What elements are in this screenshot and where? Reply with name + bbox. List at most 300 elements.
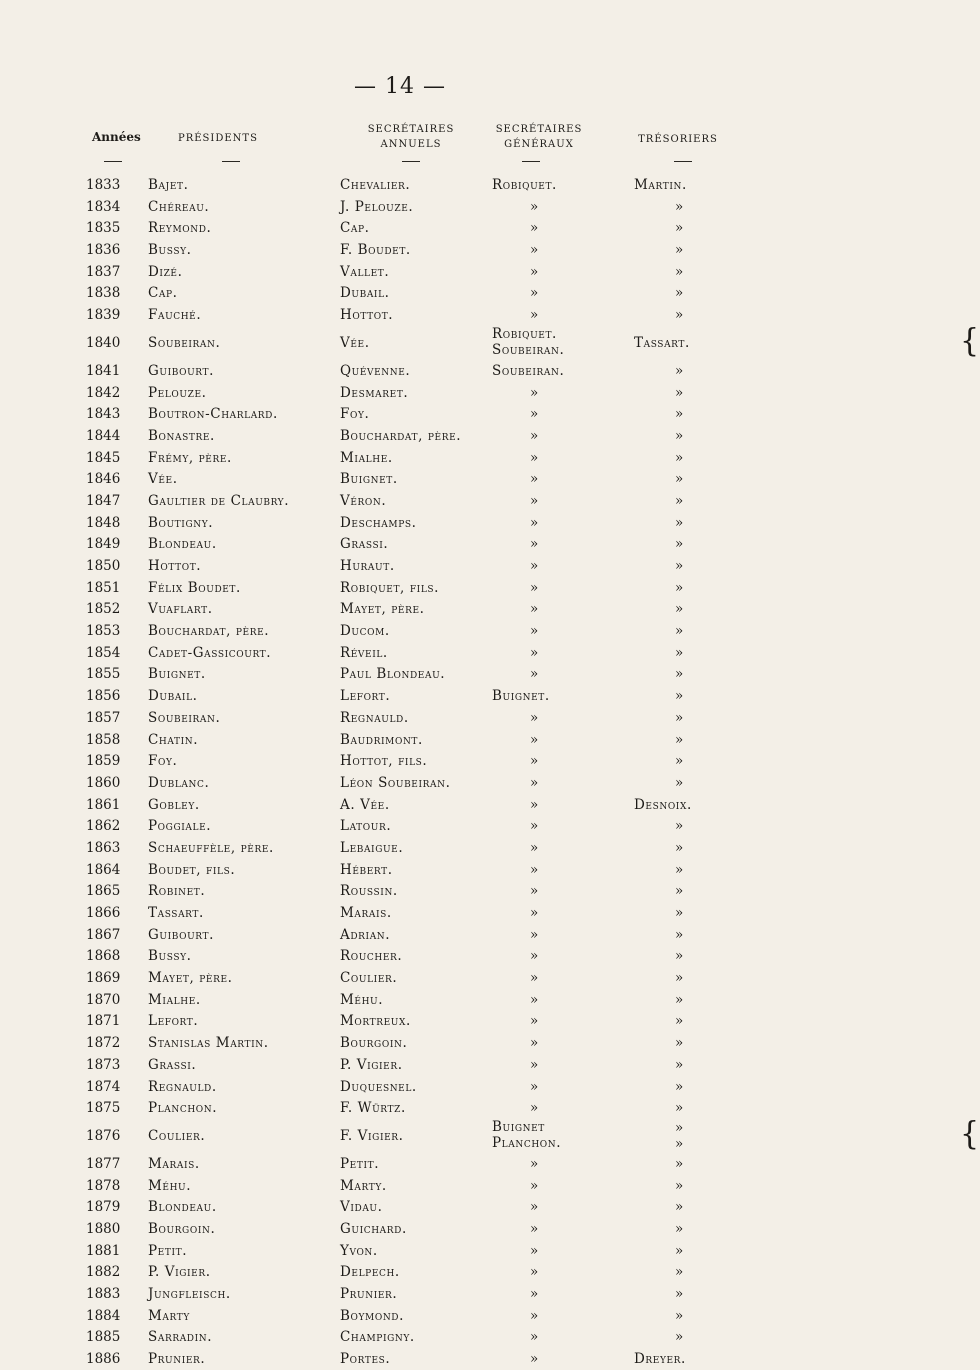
year-cell: 1856 [86, 688, 121, 705]
president-cell: Jungfleisch. [148, 1286, 231, 1302]
treasurer-cell: » [675, 242, 684, 259]
president-cell: Fauché. [148, 307, 202, 324]
president-cell: Dizé. [148, 263, 183, 280]
annual-secretary-cell: Cap. [340, 220, 370, 237]
treasurer-cell: Martin. [634, 177, 687, 193]
president-cell: Poggiale. [148, 818, 212, 835]
table-row [0, 945, 800, 967]
general-secretary-cell: Soubeiran. [492, 362, 565, 379]
treasurer-cell: » [675, 514, 684, 531]
annual-secretary-cell: Méhu. [340, 991, 384, 1008]
table-row [0, 382, 800, 404]
year-cell: 1857 [86, 709, 121, 726]
president-cell: Foy. [148, 753, 178, 770]
treasurer-cell: » [675, 1135, 684, 1152]
general-secretary-cell: » [530, 1155, 539, 1172]
header-annual-line-1: SECRÉTAIRES [367, 124, 455, 135]
table-row [0, 1240, 800, 1262]
table-row [0, 360, 800, 382]
general-secretary-cell: » [530, 753, 539, 770]
general-secretary-name: Planchon. [492, 1134, 562, 1151]
general-secretary-cell: » [530, 449, 539, 466]
table-row [0, 837, 800, 859]
president-cell: Dublanc. [148, 774, 210, 791]
treasurer-cell: » [675, 536, 684, 553]
table-row [0, 1175, 800, 1197]
annual-secretary-cell: J. Pelouze. [340, 198, 414, 215]
table-row [0, 1115, 980, 1153]
general-secretary-cell: » [530, 601, 539, 618]
table-row [0, 174, 800, 196]
table-row [0, 403, 800, 425]
table-row [0, 663, 800, 685]
annual-secretary-cell: Hébert. [340, 861, 393, 878]
treasurer-cell: » [675, 307, 684, 324]
year-cell: 1845 [86, 449, 121, 466]
treasurer-cell: » [675, 1242, 684, 1259]
table-row [0, 447, 800, 469]
year-cell: 1838 [86, 285, 121, 302]
general-secretary-cell: » [530, 948, 539, 965]
brace-icon: { [960, 1115, 980, 1153]
table-row [0, 217, 800, 239]
header-rule [674, 161, 692, 162]
general-secretary-cell: » [530, 471, 539, 488]
annual-secretary-cell: Petit. [340, 1155, 380, 1172]
year-cell: 1846 [86, 471, 121, 488]
general-secretary-names [492, 326, 564, 358]
treasurer-cell: » [675, 623, 684, 640]
year-cell: 1859 [86, 753, 121, 770]
year-cell: 1842 [86, 384, 121, 401]
year-cell: 1852 [86, 601, 121, 618]
treasurer-cell: » [675, 220, 684, 237]
year-cell: 1886 [86, 1351, 121, 1368]
table-row [0, 1348, 800, 1370]
table-row [0, 261, 800, 283]
general-secretary-cell: » [530, 861, 539, 878]
header-treasurers: TRÉSORIERS [638, 134, 718, 145]
annual-secretary-cell: Champigny. [340, 1329, 415, 1346]
treasurer-cell: » [675, 948, 684, 965]
president-cell: Chatin. [148, 731, 199, 748]
annual-secretary-cell: Boymond. [340, 1307, 405, 1324]
general-secretary-name: Robiquet. [492, 325, 557, 342]
general-secretary-cell: » [530, 644, 539, 661]
president-cell: Vée. [148, 471, 178, 488]
treasurer-cell: » [675, 471, 684, 488]
general-secretary-cell: » [530, 731, 539, 748]
president-cell: Stanislas Martin. [148, 1035, 269, 1052]
president-cell: Dubail. [148, 688, 198, 705]
general-secretary-cell: » [530, 1100, 539, 1117]
annual-secretary-cell: Deschamps. [340, 514, 417, 531]
general-secretary-cell: » [530, 991, 539, 1008]
general-secretary-cell: » [530, 285, 539, 302]
annual-secretary-cell: Mayet, père. [340, 601, 425, 618]
year-cell: 1874 [86, 1078, 121, 1095]
table-row [0, 642, 800, 664]
year-cell: 1837 [86, 263, 121, 280]
annual-secretary-cell: Buignet. [340, 471, 398, 488]
treasurer-cell: » [675, 406, 684, 423]
annual-secretary-cell: F. Boudet. [340, 242, 411, 259]
general-secretary-cell: » [530, 796, 539, 813]
annual-secretary-cell: Léon Soubeiran. [340, 774, 451, 791]
year-cell: 1839 [86, 307, 121, 324]
general-secretary-cell: » [530, 926, 539, 943]
president-cell: Gaultier de Claubry. [148, 492, 290, 509]
year-cell: 1860 [86, 774, 121, 791]
table-row [0, 1097, 800, 1119]
table-row [0, 239, 800, 261]
treasurer-cell: » [675, 883, 684, 900]
treasurer-cell: » [675, 818, 684, 835]
treasurer-cell: » [675, 926, 684, 943]
table-row [0, 880, 800, 902]
general-secretary-names [492, 1119, 561, 1151]
table-row [0, 322, 980, 360]
general-secretary-cell: » [530, 536, 539, 553]
treasurer-cell: » [675, 970, 684, 987]
year-cell: 1855 [86, 666, 121, 683]
annual-secretary-cell: Huraut. [340, 558, 395, 574]
year-cell: 1848 [86, 514, 121, 531]
president-cell: Mialhe. [148, 991, 201, 1008]
table-row [0, 685, 800, 707]
president-cell: Bussy. [148, 948, 192, 965]
year-cell: 1869 [86, 970, 121, 987]
table-row [0, 1218, 800, 1240]
table-row [0, 598, 800, 620]
treasurer-cell: » [675, 753, 684, 770]
annual-secretary-cell: Hottot. [340, 307, 394, 324]
page-number: — 14 — [354, 74, 446, 99]
table-row [0, 1196, 800, 1218]
year-cell: 1835 [86, 220, 121, 237]
table-row [0, 1076, 800, 1098]
table-row [0, 902, 800, 924]
annual-secretary-cell: Dubail. [340, 285, 390, 302]
table-row [0, 967, 800, 989]
general-secretary-cell: » [530, 1177, 539, 1194]
general-secretary-cell: » [530, 970, 539, 987]
general-secretary-cell: Buignet. [492, 688, 550, 705]
annual-secretary-cell: Bourgoin. [340, 1035, 408, 1052]
president-cell: Sarradin. [148, 1329, 213, 1346]
table-row [0, 1305, 800, 1327]
treasurer-cell: » [675, 1013, 684, 1030]
president-cell: Buignet. [148, 666, 206, 683]
president-cell: Bourgoin. [148, 1220, 216, 1237]
treasurer-cell: » [675, 492, 684, 509]
treasurer-cell: » [675, 731, 684, 748]
year-cell: 1884 [86, 1307, 121, 1324]
annual-secretary-cell: Duquesnel. [340, 1078, 417, 1095]
treasurer-cell: Tassart. [634, 334, 690, 351]
general-secretary-cell: » [530, 1013, 539, 1030]
treasurer-cell: » [675, 709, 684, 726]
president-cell: P. Vigier. [148, 1264, 211, 1281]
annual-secretary-cell: Vée. [340, 334, 370, 351]
year-cell: 1851 [86, 579, 121, 596]
treasurer-cell: » [675, 1177, 684, 1194]
general-secretary-cell: » [530, 579, 539, 596]
year-cell: 1883 [86, 1286, 121, 1302]
annual-secretary-cell: Mialhe. [340, 449, 393, 466]
annual-secretary-cell: Foy. [340, 406, 370, 423]
president-cell: Robinet. [148, 883, 206, 900]
table-row [0, 533, 800, 555]
year-cell: 1840 [86, 334, 121, 351]
annual-secretary-cell: Grassi. [340, 536, 389, 553]
header-presidents: PRÉSIDENTS [178, 133, 258, 144]
table-row [0, 304, 800, 326]
annual-secretary-cell: P. Vigier. [340, 1056, 403, 1073]
annual-secretary-cell: Desmaret. [340, 384, 409, 401]
general-secretary-cell: » [530, 1286, 539, 1302]
president-cell: Soubeiran. [148, 334, 221, 351]
president-cell: Chéreau. [148, 198, 210, 215]
annual-secretary-cell: Véron. [340, 492, 387, 509]
year-cell: 1871 [86, 1013, 121, 1030]
treasurer-cell: » [675, 839, 684, 856]
table-row [0, 815, 800, 837]
year-cell: 1849 [86, 536, 121, 553]
president-cell: Marais. [148, 1155, 200, 1172]
table-row [0, 1153, 800, 1175]
general-secretary-cell: » [530, 666, 539, 683]
treasurer-cell: Desnoix. [634, 796, 692, 813]
general-secretary-name: Soubeiran. [492, 341, 565, 358]
annual-secretary-cell: A. Vée. [340, 796, 390, 813]
table-row [0, 512, 800, 534]
year-cell: 1866 [86, 905, 121, 921]
president-cell: Boutron-Charlard. [148, 406, 278, 423]
president-cell: Grassi. [148, 1056, 197, 1073]
general-secretary-cell: » [530, 623, 539, 640]
year-cell: 1836 [86, 242, 121, 259]
year-cell: 1844 [86, 427, 121, 444]
general-secretary-cell: » [530, 1307, 539, 1324]
table-row [0, 468, 800, 490]
treasurer-cell: » [675, 861, 684, 878]
treasurer-cell: » [675, 991, 684, 1008]
table-row [0, 490, 800, 512]
president-cell: Prunier. [148, 1351, 206, 1368]
president-cell: Soubeiran. [148, 709, 221, 726]
annual-secretary-cell: Baudrimont. [340, 731, 423, 748]
president-cell: Félix Boudet. [148, 579, 241, 596]
year-cell: 1877 [86, 1155, 121, 1172]
president-cell: Reymond. [148, 220, 212, 237]
president-cell: Blondeau. [148, 1199, 217, 1216]
annual-secretary-cell: Roussin. [340, 883, 398, 900]
year-cell: 1858 [86, 731, 121, 748]
treasurer-cell: » [675, 1307, 684, 1324]
treasurer-cell: » [675, 905, 684, 921]
general-secretary-cell: » [530, 198, 539, 215]
general-secretary-cell: Robiquet. [492, 177, 557, 193]
treasurer-cell: » [675, 1078, 684, 1095]
president-cell: Boudet, fils. [148, 861, 236, 878]
annual-secretary-cell: Ducom. [340, 623, 390, 640]
table-row [0, 794, 800, 816]
header-general-secretaries [484, 122, 594, 152]
year-cell: 1843 [86, 406, 121, 423]
year-cell: 1862 [86, 818, 121, 835]
year-cell: 1876 [86, 1127, 121, 1144]
general-secretary-cell: » [530, 558, 539, 574]
president-cell: Méhu. [148, 1177, 192, 1194]
general-secretary-cell: » [530, 492, 539, 509]
officers-table [0, 174, 980, 1370]
year-cell: 1880 [86, 1220, 121, 1237]
treasurer-cell: » [675, 1286, 684, 1302]
annual-secretary-cell: Robiquet, fils. [340, 579, 440, 596]
table-row [0, 989, 800, 1011]
treasurer-cell: » [675, 285, 684, 302]
president-cell: Marty [148, 1307, 190, 1324]
year-cell: 1879 [86, 1199, 121, 1216]
annual-secretary-cell: Delpech. [340, 1264, 400, 1281]
year-cell: 1864 [86, 861, 121, 878]
treasurer-cell: » [675, 1155, 684, 1172]
annual-secretary-cell: Latour. [340, 818, 392, 835]
annual-secretary-cell: Lefort. [340, 688, 391, 705]
year-cell: 1875 [86, 1100, 121, 1117]
table-header [0, 122, 800, 162]
general-secretary-cell: » [530, 709, 539, 726]
general-secretary-cell: » [530, 905, 539, 921]
header-general-line-1: SECRÉTAIRES [495, 124, 583, 135]
treasurer-cell: » [675, 1100, 684, 1117]
year-cell: 1861 [86, 796, 121, 813]
treasurer-cell: » [675, 1035, 684, 1052]
general-secretary-cell: » [530, 839, 539, 856]
treasurer-cell: Dreyer. [634, 1351, 686, 1368]
annual-secretary-cell: F. Vigier. [340, 1127, 404, 1144]
annual-secretary-cell: Mortreux. [340, 1013, 411, 1030]
general-secretary-cell: » [530, 1351, 539, 1368]
annual-secretary-cell: F. Würtz. [340, 1100, 406, 1117]
president-cell: Planchon. [148, 1100, 218, 1117]
treasurer-cell: » [675, 1220, 684, 1237]
year-cell: 1847 [86, 492, 121, 509]
table-row [0, 729, 800, 751]
table-row [0, 196, 800, 218]
president-cell: Bussy. [148, 242, 192, 259]
table-row [0, 620, 800, 642]
table-row [0, 1326, 800, 1348]
president-cell: Guibourt. [148, 926, 214, 943]
table-row [0, 772, 800, 794]
general-secretary-cell: » [530, 1035, 539, 1052]
treasurer-cell: » [675, 1329, 684, 1346]
year-cell: 1882 [86, 1264, 121, 1281]
annual-secretary-cell: Réveil. [340, 644, 388, 661]
treasurer-cell: » [675, 688, 684, 705]
general-secretary-cell: » [530, 1242, 539, 1259]
annual-secretary-cell: Coulier. [340, 970, 398, 987]
table-row [0, 707, 800, 729]
general-secretary-cell: » [530, 774, 539, 791]
treasurer-cell: » [675, 427, 684, 444]
president-cell: Gobley. [148, 796, 200, 813]
treasurer-cell: » [675, 579, 684, 596]
year-cell: 1841 [86, 362, 121, 379]
annual-secretary-cell: Paul Blondeau. [340, 666, 446, 683]
treasurer-cell: » [675, 384, 684, 401]
year-cell: 1867 [86, 926, 121, 943]
treasurer-cell: » [675, 1264, 684, 1281]
table-row [0, 1261, 800, 1283]
president-cell: Pelouze. [148, 384, 207, 401]
annual-secretary-cell: Prunier. [340, 1286, 398, 1302]
annual-secretary-cell: Vallet. [340, 263, 390, 280]
president-cell: Vuaflart. [148, 601, 213, 618]
general-secretary-cell: » [530, 1078, 539, 1095]
general-secretary-cell: » [530, 242, 539, 259]
table-row [0, 577, 800, 599]
treasurer-cell: » [675, 198, 684, 215]
treasurer-cell: » [675, 362, 684, 379]
treasurer-cell: » [675, 666, 684, 683]
president-cell: Petit. [148, 1242, 188, 1259]
table-row [0, 1032, 800, 1054]
annual-secretary-cell: Vidau. [340, 1199, 383, 1216]
general-secretary-cell: » [530, 406, 539, 423]
president-cell: Guibourt. [148, 362, 214, 379]
annual-secretary-cell: Chevalier. [340, 177, 411, 193]
treasurer-cell: » [675, 774, 684, 791]
general-secretary-cell: » [530, 427, 539, 444]
table-row [0, 1283, 800, 1305]
treasurer-cell: » [675, 263, 684, 280]
treasurer-cell: » [675, 1199, 684, 1216]
year-cell: 1833 [86, 177, 121, 193]
general-secretary-cell: » [530, 1264, 539, 1281]
annual-secretary-cell: Yvon. [340, 1242, 378, 1259]
annual-secretary-cell: Adrian. [340, 926, 391, 943]
general-secretary-cell: » [530, 307, 539, 324]
president-cell: Blondeau. [148, 536, 217, 553]
general-secretary-cell: » [530, 384, 539, 401]
year-cell: 1865 [86, 883, 121, 900]
general-secretary-cell: » [530, 1199, 539, 1216]
president-cell: Schaeuffèle, père. [148, 839, 274, 856]
table-row [0, 750, 800, 772]
general-secretary-cell: » [530, 1056, 539, 1073]
year-cell: 1885 [86, 1329, 121, 1346]
year-cell: 1834 [86, 198, 121, 215]
header-annual-line-2: ANNUELS [380, 139, 442, 150]
treasurer-cell: » [675, 644, 684, 661]
annual-secretary-cell: Bouchardat, père. [340, 427, 462, 444]
table-row [0, 425, 800, 447]
table-row [0, 282, 800, 304]
general-secretary-cell: » [530, 514, 539, 531]
year-cell: 1868 [86, 948, 121, 965]
table-row [0, 555, 800, 577]
treasurer-cell: » [675, 558, 684, 574]
treasurer-cell: » [675, 1119, 684, 1136]
brace-icon: { [960, 322, 980, 360]
president-cell: Bouchardat, père. [148, 623, 270, 640]
header-rule [522, 161, 540, 162]
president-cell: Cap. [148, 285, 178, 302]
president-cell: Mayet, père. [148, 970, 233, 987]
